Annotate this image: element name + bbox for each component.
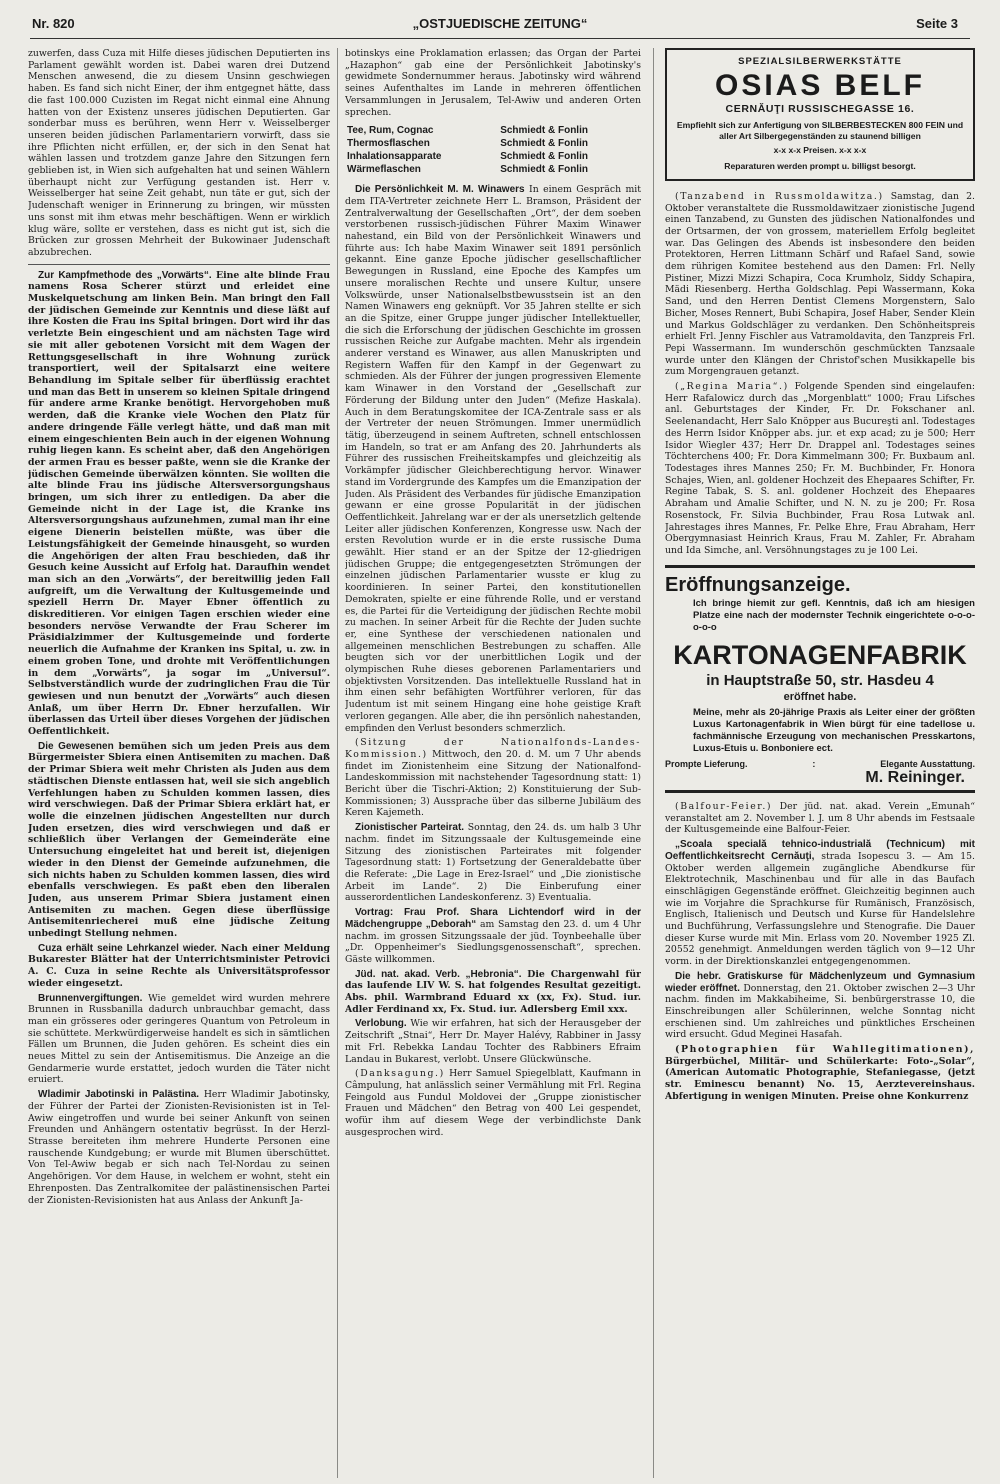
ad-product: Thermosflaschen — [347, 138, 430, 150]
ad-line: x-x x-x Preisen. x-x x-x — [773, 145, 867, 156]
advertisement-table — [345, 124, 641, 176]
ad-firm: Schmiedt & Fonlin — [500, 164, 588, 176]
article-winawer — [345, 184, 641, 734]
ad-footer-mid: : — [812, 758, 816, 769]
ad-row — [345, 124, 641, 137]
article-heading: Die hebr. Gratiskurse für Mädchenlyzeum und Gymnasium wieder eröffnet. — [665, 970, 975, 994]
article-balfour — [665, 801, 975, 836]
ad-footer-left: Prompte Lieferung. — [665, 758, 748, 769]
article-body: strada Isopescu 3. — Am 15. Oktober werden allgemein zugängliche Abendkurse für Elektrotechnik, Maschinenbau und für alle in das Baufach einschlägigen Gegenstände eröffnet. Gleichzeitig beginnen auch wie im Vorjahre die Sprachkurse für Rumänisch, Französisch, Englisch, Italienisch und Deutsch und Kurse für Handelslehre und Buchführung, Verfassungslehre und Stenografie. Die Dauer dieser Kurse wurde mit Min. Erlass vom 20. November 1925 Zl. 20552 genehmigt. Anmeldungen werden täglich von 9—12 Uhr vorm. in der Direktionskanzlei entgegengenommen. — [665, 850, 975, 968]
article-gewesenen — [28, 741, 330, 940]
article-body: Nach einer Meldung Bukarester Blätter hat der Unterrichtsminister Petrovici A. C. Cuza in seine Rechte als Universitätsprofessor wieder eingesetzt. — [28, 942, 330, 989]
article-kampfmethode — [28, 270, 330, 738]
article-body: am Samstag den 23. d. um 4 Uhr nachm. im grossen Sitzungssaale der jüd. Toynbeehalle über „Dr. Oppenheimer's Siedlungsgenossenschaft“, sprechen. Gäste willkommen. — [345, 918, 641, 965]
ad-line: Reparaturen werden prompt u. billigst besorgt. — [724, 161, 916, 172]
article-heading: Cuza erhält seine Lehrkanzel wieder. — [38, 942, 217, 954]
ad-firm: Schmiedt & Fonlin — [500, 151, 588, 163]
article-scoala — [665, 839, 975, 968]
advertisement-kartonagenfabrik — [665, 565, 975, 793]
ad-address: CERNĂUŢI RUSSISCHEGASSE 16. — [725, 102, 915, 115]
article-body: Mittwoch, den 20. d. M. um 7 Uhr abends findet im Zionistenheim eine Sitzung der Nationalfond-Landeskommission mit nachstehender Tagesordnung statt: 1) Bericht über die Tischri-Aktion; 2) Konstituierung der Sub-Kommissionen; 3) Aussprache über das silberne Jubiläum des Keren Kajemeth. — [345, 748, 641, 819]
article-body: bemühen sich um jeden Preis aus dem Bürgermeister Sbiera einen Antisemiten zu machen. Daß der Primar Sbiera weit mehr Christen als Juden aus dem städtischen Dienste entlassen hat, weil sie sich angeblich Verfehlungen haben zu Schulden kommen lassen, dies wird verschwiegen. Daß der Primar Sbiera erklärt hat, er wolle die einzelnen jüdischen Angestellten nur durch Juden ersetzen, dies wird verschwiegen und daß er schließlich über Verlangen der Gemeinderäte eine Untersuchung eingeleitet hat und bereit ist, diejenigen wieder in den Dienst der Gemeinde aufzunehmen, die sich nichts haben zu Schulden kommen lassen, dies wird ebenfalls verschwiegen. Es paßt eben den liberalen Juden, aus unserem Primar Sbiera justament einen Antisemiten zu machen. Gegen diese überflüssige Antisemitenriecherei muß eine jüdische Zeitung unbedingt Stellung nehmen. — [28, 740, 330, 940]
ad-row — [345, 150, 641, 163]
article-heading: Vortrag: Frau Prof. Shara Lichtendorf wird in der Mädchengruppe „Deborah“ — [345, 907, 641, 930]
article-parteirat — [345, 822, 641, 904]
article-body: Wie gemeldet wird wurden mehrere Brunnen in Russbanilla dadurch unbrauchbar gemacht, dass man ein grösseres oder geringeres Quantum von Petroleum in sie schüttete. Merkwürdigerweise handelt es sich in sämtlichen Fällen um Brunnen, die Juden gehören. Es scheint dies ein neues Mittel zu sein der Antisemitismus. Die Anzeige an die Gendarmerie wurde erstattet, jedoch wurden die Täter nicht eruiert. — [28, 992, 330, 1086]
article-heading: (Tanzabend in Russmoldawitza.) — [675, 190, 884, 202]
article-jabotinski — [28, 1089, 330, 1206]
article-heading: (Balfour-Feier.) — [675, 801, 773, 813]
ad-firm-name: KARTONAGENFABRIK — [673, 639, 967, 670]
column-divider — [653, 48, 654, 1478]
article-body: Donnerstag, den 21. Oktober zwischen 2—3 Uhr nachm. finden im Makkabiheime, Si. benbürgerstrasse 10, die Einschreibungen aller Schülerinnen, welche Sonntag nicht erschienen sind. Um zahlreiches und pünktliches Erscheinen wird ersucht. Gdud Meginei Hasafah. — [665, 982, 975, 1041]
article-tanzabend — [665, 191, 975, 378]
article-body: Herr Samuel Spiegelblatt, Kaufmann in Câmpulung, hat anlässlich seiner Vermählung mit Frl. Regina Feingold aus Fundul Moldovei der „Gruppe zionistischer Frauen und Mädchen“ den Betrag von 400 Lei gespendet, wofür ihm auf diesem Wege der verbindlichste Dank ausgesprochen wird. — [345, 1068, 641, 1138]
article-heading: Brunnenvergiftungen. — [38, 992, 143, 1004]
article-heading: Zur Kampfmethode des „Vorwärts“. — [38, 269, 212, 281]
column-2 — [345, 48, 641, 1478]
article-heading: (Sitzung der Nationalfonds-Landes-Kommission.) — [345, 737, 641, 760]
article-body: Sonntag, den 24. ds. um halb 3 Uhr nachm. findet im Sitzungssaale der Kultusgemeinde eine Sitzung des zionistischen Parteirates mit folgender Tagesordnung statt: 1) Fortsetzung der Generaldebatte über die Referate: „Die Lage in Erez-Israel“ und „Die zionistische Arbeit im Lande“. 2) Die Einberufung einer ausserordentlichen Landeskonferenz. 3) Eventualia. — [345, 822, 641, 904]
ad-firm-name: OSIAS BELF — [714, 68, 925, 102]
article-hebronia — [345, 969, 641, 1016]
newspaper-title: „OSTJUEDISCHE ZEITUNG“ — [412, 16, 588, 31]
article-heading: Zionistischer Parteirat. — [355, 822, 465, 834]
article-gratiskurse — [665, 971, 975, 1041]
divider — [28, 264, 330, 265]
article-paragraph: zuwerfen, dass Cuza mit Hilfe dieses jüdischen Deputierten ins Parlament gewählt worden ist. Dabei waren drei Dutzend Menschen anwesend, die zu diesem Unsinn geschwiegen haben. Es fand sich nicht Einer, der ihm entgegnet hätte, dass die fast 100.000 Cuzisten im Regat nicht einmal eine Ahnung hatten von der Existenz unseres jüdischen Deputierten. Gar sonderbar muss es berühren, wenn Herr v. Weisselberger unseren beiden jüdischen Parlamentariern vorwirft, dass sie ihre Pflichten nicht erfüllen, er, der sich in den Senat hat wählen lassen und trotzdem ganze Jahre den Sitzungen fern geblieben ist, in Wien sich aufgehalten hat und seinen Wählern überhaupt nicht zur Verfügung gestanden ist. Herr v. Weisselberger hat seine Zeit gehabt, nun täte er gut, sich der Judenschaft weniger in Erinnerung zu bringen, wir müssten uns sonst mit ihm etwas mehr beschäftigen. Wenn er wirklich klug wäre, sollte er verstehen, dass es nicht gut ist, sich die Brücken zur grossen Mehrheit der Bukowinaer Judenschaft abzubrechen. — [28, 48, 330, 258]
ad-row — [345, 137, 641, 150]
ad-owner: M. Reininger. — [865, 769, 965, 787]
article-body: Bürgerbüchel, Militär- und Schülerkarte: Foto-„Solar“, (American Automatic Photographie, Stefaniegasse, (jetzt str. Eminescu benannt) No. 15, Aerztevereinshaus. Abfertigung in wenigen Minuten. Preise ohne Konkurrenz — [665, 1055, 975, 1102]
ad-line: Meine, mehr als 20-jährige Praxis als Leiter einer der größten Luxus Kartonagenfabrik in Wien bürgt für eine tadellose u. fachmännische Erzeugung von mechanischen Presskartons, Luxus-Etuis u. Bonboniere ect. — [693, 706, 975, 754]
article-verlobung — [345, 1018, 641, 1065]
article-danksagung — [345, 1068, 641, 1138]
ad-product: Inhalationsapparate — [347, 151, 442, 163]
column-3 — [665, 48, 975, 1478]
article-heading: Die Gewesenen — [38, 740, 114, 752]
article-cuza — [28, 943, 330, 990]
article-heading: Verlobung. — [355, 1018, 407, 1030]
article-body: Die Chargenwahl für das laufende LIV W. S. hat folgendes Resultat gezeitigt. Abs. phil. Warmbrand Eduard xx (xx, Fx). Stud. iur. Adler Ferdinand xx, Fx. Stud. iur. Adlersberg Emil xxx. — [345, 968, 641, 1015]
article-body: Der jüd. nat. akad. Verein „Emunah“ veranstaltet am 2. November l. J. um 8 Uhr abends im Festsaale der Kultusgemeinde eine Balfour-Feier. — [665, 801, 975, 836]
article-nationalfonds — [345, 737, 641, 819]
article-heading: Wladimir Jabotinski in Palästina. — [38, 1089, 200, 1101]
page-header — [30, 14, 970, 39]
article-body: Herr Wladimir Jabotinsky, der Führer der Partei der Zionisten-Revisionisten ist in Tel-Awiw eingetroffen und wurde bei seiner Ankunft von seinen Freunden und Anhängern ostentativ begrüsst. In der Herzl-Strasse bereiteten ihm mehrere Hunderte Personen eine rauschende Kundgebung; er wurde mit Blumen überschüttet. Von Tel-Awiw begab er sich nach Tel-Nordau zu seinen Angehörigen. Vor dem Hause, in welchem er wohnt, steht ein Ehrenposten. Das Zentralkomitee der palästinensischen Partei der Zionisten-Revisionisten hat aus Anlass der Ankunft Ja- — [28, 1089, 330, 1206]
article-photographien — [665, 1044, 975, 1103]
article-brunnen — [28, 993, 330, 1087]
ad-firm: Schmiedt & Fonlin — [500, 125, 588, 137]
article-body: Wie wir erfahren, hat sich der Herausgeber der Zeitschrift „Stnai“, Herr Dr. Mayer Halévy, Rabbiner in Jassy mit Frl. Rebekka Landau Tochter des Rabbiners Efraim Landau in Bukarest, verlobt. Unsere Glückwünsche. — [345, 1018, 641, 1065]
ad-product: Wärmeflaschen — [347, 164, 421, 176]
article-body: In einem Gespräch mit dem ITA-Vertreter zeichnete Herr L. Bramson, Präsident der Zentralverwaltung der Gesellschaften „Ort“, der dem soeben verstorbenen russisch-jüdischen Führer Maxim Winawer nahestand, ein Bild von der Persönlichkeit Winawers und führte aus: Ich habe Maxim Winawer seit 1891 persönlich gekannt. Eine ganze Epoche jüdischer gesellschaftlicher Bewegungen in Russland, eine Epoche des Kampfes um unsere moralischen Rechte und unsere Kultur, unsere Volkswürde, unser Nationalselbstbewusstsein ist an den Namen Winawers eng geknüpft. Vor 35 Jahren stellte er sich an die Spitze, einer Gruppe junger jüdischer Intellektueller, die sich die Erforschung der jüdischen Geschichte im grossen russischen Reiche zur Aufgabe machten. Mehr als irgendein anderer verstand es Winawer, aus allen Manuskripten und Registern Waffen für den Kampf in der Gegenwart zu schmieden. Als der Führer der jungen progressiven Elemente kam Winawer in den Vorstand der „Gesellschaft zur Förderung der Bildung unter den Juden“ (Mefize Haskala). Auch in dem Beratungskomitee der ICA-Zentrale sass er als der Vertreter der neuen Strömungen. Immer unermüdlich tätig, überzeugend in seinem Auftreten, schnell entschlossen im Handeln, so trat er am Anfang des 20. Jahrhunderts als Führer des russischen Freiheitskampfes und gleichzeitig als Vorkämpfer jüdischer Gleichberechtigung hervor. Winawer stand im Vordergrunde des Kampfes um die Emanzipation der Juden. Als Präsident des Verbandes für jüdische Emanzipation gewann er eine grosse Popularität in der jüdischen Oeffentlichkeit. Jahrelang war er der als unersetzlich geltende Leiter aller jüdischen Konferenzen, Kongresse usw. Nach der ersten Revolution wurde er in die erste russische Duma gewählt. Hier stand er an der Spitze der 12-gliedrigen jüdischen Gruppe; die entgegengesetzten Strömungen der einzelnen jüdischen Parlamentarier wusste er klug zu koordinieren. In seiner Partei, den konstitutionellen Demokraten, spielte er eine führende Rolle, und er verstand es, die Partei für die Verteidigung der jüdischen Rechte mobil zu machen. In seiner Arbeit für die Rechte der Juden suchte er, eine Synthese der verschiedenen nationalen und allgemeinen menschlichen Bestrebungen zu schaffen. Alle beugten sich vor der unerbittlichen Logik und der olympischen Ruhe dieses geborenen Parlamentariers und objektivsten Vorsitzenden. Das intellektuelle Russland hat in ihm einen sehr befähigten Wortführer verloren, für das Judentum ist mit seinem Hingang eine hohe geistige Kraft verloren gegangen. Alle aber, die ihn persönlich nahestanden, empfinden den Verlust besonders schmerzlich. — [345, 184, 641, 734]
article-heading: (Photographien für Wahllegitimationen), — [675, 1044, 975, 1056]
article-heading: Jüd. nat. akad. Verb. „Hebronia“. — [355, 968, 522, 980]
advertisement-box — [665, 48, 975, 181]
ad-line: Ich bringe hiemit zur gefl. Kenntnis, daß ich am hiesigen Platze eine nach der modernster Technik eingerichtete o-o-o-o-o-o — [693, 597, 975, 633]
article-vortrag — [345, 907, 641, 966]
ad-line: Empfiehlt sich zur Anfertigung von SILBERBESTECKEN 800 FEIN und aller Art Silbergegenständen zu staunend billigen — [676, 120, 964, 141]
ad-row — [345, 163, 641, 176]
ad-address: in Hauptstraße 50, str. Hasdeu 4 — [706, 671, 934, 689]
ad-firm: Schmiedt & Fonlin — [500, 138, 588, 150]
article-body: Eine alte blinde Frau namens Rosa Scherer stürzt und erleidet eine Muskelquetschung am linken Bein. Man bringt den Fall der jüdischen Gemeinde zur Kenntnis und diese läßt auf ihre Kosten die Frau ins Spital bringen. Dort wird ihr das verletzte Bein eingeschient und am nächsten Tage wird sie mit aller gebotenen Vorsicht mit dem Wagen der Rettungsgesellschaft in ihre Wohnung zurück transportiert, weil der Spitalsarzt eine weitere Behandlung im Spitale selber für überflüssig erachtet und man das Bett in unserem so kleinen Spitale dringend für andere arme Kranke benötigt. Hervorgehoben muß werden, daß die Kranke viele Wochen den Platz für andere dringende Fälle verlegt hätte, und daß man mit einem eingeschienten Bein auch in der eigenen Wohnung ruhig liegen kann. Es scheint aber, daß den Angehörigen der armen Frau es besser paßte, wenn sie die Kranke der jüdischen Gemeinde überwälzen könnten. Sie wollten die alte blinde Frau ins jüdische Altersversorgungshaus bringen, um sich ihrer zu entledigen. Da aber die Gemeinde nicht in der Lage ist, die Kranke ins Altersversorgungshaus aufzunehmen, zumal man ihr eine eigene Dienerin beistellen müßte, was über die Leistungsfähigkeit der Gemeinde hinausgeht, so wurden die Angehörigen der alten Frau beschieden, daß ihr Gesuch keine Aussicht auf Erfolg hat. Daraufhin wendet man sich an den „Vorwärts“, der bereitwillig jeden Fall aufgreift, um die Verwaltung der Kultusgemeinde und speziell Herrn Dr. Mayer Ebner öffentlich zu diskreditieren. Vor einigen Tagen erschien wieder eine besonders nervöse Verwandte der Frau Scherer im Präsidialzimmer der Kultusgemeinde und forderte neuerlich die Aufnahme der Kranken ins Spital, u. zw. in einem groben Tone, und drohte mit Veröffentlichungen in dem „Vorwärts“, ja sogar im „Universul“. Selbstverständlich wurde der zudringlichen Frau die Tür gewiesen und nun benutzt der „Vorwärts“ auch diesen Anlaß, um über Herrn Dr. Ebner herzufallen. Wir überlassen das Urteil über dieses Vorgehen der jüdischen Oeffentlichkeit. — [28, 269, 330, 738]
article-body: Folgende Spenden sind eingelaufen: Herr Rafalowicz durch das „Morgenblatt“ 1000; Frau Lifsches anl. Geburtstages der Kinder, Fr. Dr. Fokschaner anl. Seelenandacht, Herr Salo Knöpper aus Bucureşti anl. Todestages des Herrn Isidor Knöpper abs. jur. et exp acad; zu je 500; Herr Isidor Wiegler 437; Herr Dr. Drappel anl. Todestages seines Töchterchens 400; Fr. Dora Kimmelmann 300; Fr. Buxbaum anl. Todestages ihres Mannes 250; Fr. M. Buchbinder, Fr. Honora Schajes, Wien, anl. goldener Hochzeit des Ehepaares Schifter, Fr. Regine Tabak, S. S. anl. goldener Hochzeit des Ehepaares Abraham und Amalie Schifter, und N. N. zu je 200; Fr. Rosa Rosenstock, Fr. Silvia Buchbinder, Frau Rosa Lutwak anl. Jahrestages ihres Mannes, Fr. Pelke Ehre, Frau Abraham, Herr Obergymnasiast Heinrich Kraus, Frau M. Zahler, Fr. Abraham und Ida Simche, anl. Versöhnungstages zu je 100 Lei. — [665, 381, 975, 556]
page-number: Seite 3 — [916, 16, 958, 31]
column-divider — [337, 48, 338, 1478]
article-paragraph: botinskys eine Proklamation erlassen; das Organ der Partei „Hazaphon“ gab eine der Persönlichkeit Jabotinsky's gewidmete Sondernummer heraus. Jabotinsky wird während seines Aufenthaltes im Lande in mehreren öffentlichen Versammlungen in Jerusalem, Tel-Awiw und anderen Orten sprechen. — [345, 48, 641, 118]
article-heading: „Scoala specială tehnico-industrială (Technicum) mit Oeffentlichkeitsrecht Cernăuţi, — [665, 839, 975, 862]
article-heading: (Danksagung.) — [355, 1068, 445, 1080]
column-1 — [28, 48, 330, 1478]
ad-line: SPEZIALSILBERWERKSTÄTTE — [738, 56, 902, 67]
article-regina-maria — [665, 381, 975, 557]
article-body: Samstag, dan 2. Oktober veranstaltete die Russmoldawitzaer zionistische Jugend einen Tanzabend, zu Gunsten des jüdischen Nationalfondes und der Ortsarmen, der von grossem, materiellem Erfolg begleitet war. Das Gelingen des Abends ist insbesondere den beiden Protektoren, Herren Littmann Schärf und Rafael Sand, sowie dem rührigen Komitee bestehend aus den Damen: Frl. Nelly Pistiner, Mizzi Mizzi Schapira, Coca Krumholz, Siddy Schapira, Mädi Riesenberg. Hertha Goldschlag. Pepi Wassermann, Koka Sand, und den Herren Dentist Clemens Morgenstern, Salo Bicher, Moses Rennert, Bubi Schapira, Josef Haber, Sender Klein und Markus Goldschläger zu verdanken. Den Schönheitspreis erhielt Frl. Jenny Fischler aus Vatramoldavita, den Tanzpreis Frl. Pepi Wassermann. Im wunderschön geschmückten Tanzsaale wurde unter den Klängen der Christof'schen Musikkapelle bis zum Morgengrauen getanzt. — [665, 190, 975, 378]
article-heading: („Regina Maria“.) — [675, 381, 789, 393]
ad-footer-right: Elegante Ausstattung. — [880, 758, 975, 769]
issue-number: Nr. 820 — [32, 16, 75, 31]
ad-line: eröffnet habe. — [783, 690, 857, 703]
ad-title: Eröffnungsanzeige. — [665, 573, 851, 596]
ad-product: Tee, Rum, Cognac — [347, 125, 434, 137]
article-heading: Die Persönlichkeit M. M. Winawers — [355, 184, 525, 196]
